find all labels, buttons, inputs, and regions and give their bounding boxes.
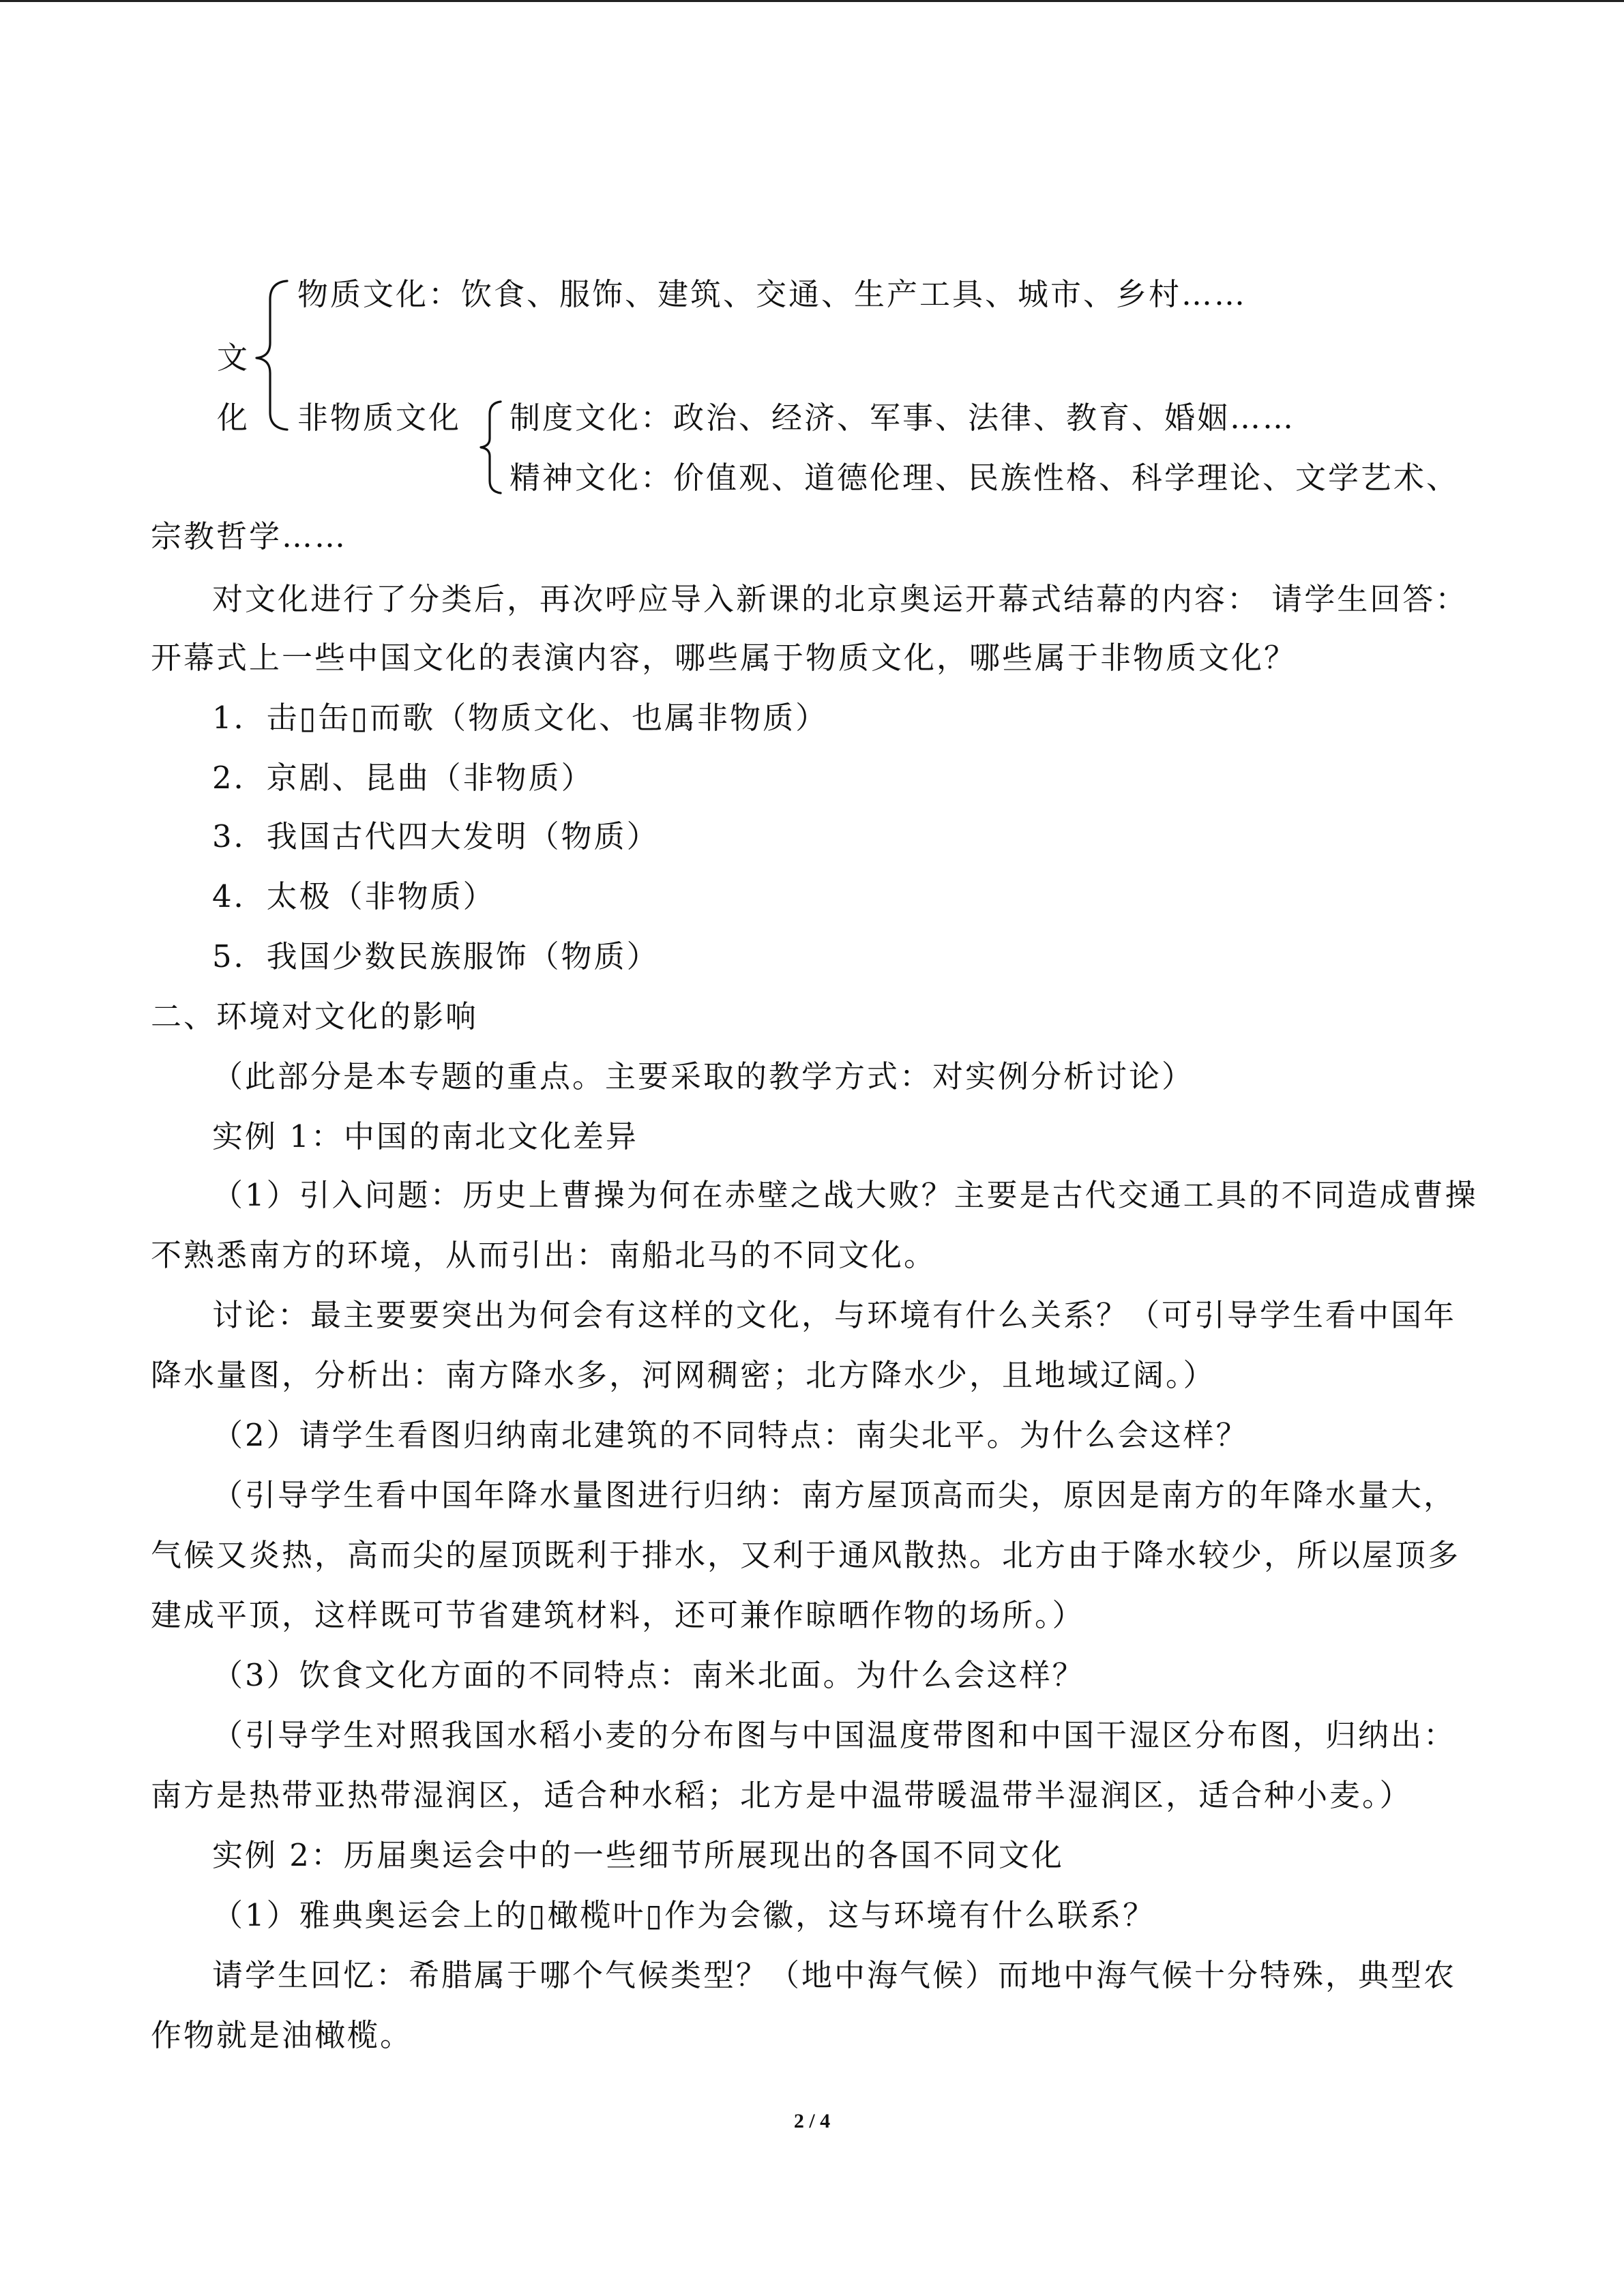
paragraph-line: 气候又炎热，高而尖的屋顶既利于排水，又利于通风散热。北方由于降水较少，所以屋顶多: [151, 1537, 1461, 1573]
paragraph-line: 不熟悉南方的环境，从而引出：南船北马的不同文化。: [151, 1237, 937, 1273]
list-item: 1．击▯缶▯而歌（物质文化、也属非物质）: [212, 700, 829, 736]
paragraph-line: 建成平顶，这样既可节省建筑材料，还可兼作晾晒作物的场所。）: [151, 1597, 1085, 1633]
paragraph-line: 讨论：最主要要突出为何会有这样的文化，与环境有什么关系？（可引导学生看中国年: [212, 1297, 1457, 1333]
paragraph-line: 降水量图，分析出：南方降水多，河网稠密；北方降水少，且地域辽阔。）: [151, 1357, 1216, 1393]
paragraph-line: （1）雅典奥运会上的▯橄榄叶▯作为会徽，这与环境有什么联系？: [212, 1897, 1156, 1933]
spiritual-culture-continuation: 宗教哲学……: [151, 518, 348, 554]
page-number: 2 / 4: [793, 2110, 831, 2132]
institutional-culture-line: 制度文化：政治、经济、军事、法律、教育、婚姻……: [510, 400, 1296, 436]
list-item: 2．京剧、昆曲（非物质）: [212, 760, 594, 796]
paragraph-line: 作物就是油橄榄。: [151, 2017, 413, 2053]
tree-root-bottom-char: 化: [217, 400, 250, 436]
paragraph-line: 请学生回忆：希腊属于哪个气候类型？（地中海气候）而地中海气候十分特殊，典型农: [212, 1957, 1457, 1993]
example-heading: 实例 2：历届奥运会中的一些细节所展现出的各国不同文化: [212, 1837, 1064, 1873]
list-item: 4．太极（非物质）: [212, 878, 496, 914]
paragraph-line: 对文化进行了分类后，再次呼应导入新课的北京奥运开幕式结幕的内容： 请学生回答：: [212, 581, 1468, 617]
spiritual-culture-line: 精神文化：价值观、道德伦理、民族性格、科学理论、文学艺术、: [510, 460, 1460, 496]
paragraph-line: （引导学生看中国年降水量图进行归纳：南方屋顶高而尖，原因是南方的年降水量大，: [212, 1477, 1457, 1513]
paragraph-line: （此部分是本专题的重点。主要采取的教学方式：对实例分析讨论）: [212, 1058, 1195, 1094]
list-item: 3．我国古代四大发明（物质）: [212, 818, 660, 854]
paragraph-line: （引导学生对照我国水稻小麦的分布图与中国温度带图和中国干湿区分布图，归纳出：: [212, 1717, 1457, 1753]
non-material-culture-label: 非物质文化: [297, 400, 462, 436]
paragraph-line: （3）饮食文化方面的不同特点：南米北面。为什么会这样？: [212, 1657, 1085, 1693]
tree-root-top-char: 文: [217, 340, 250, 376]
material-culture-line: 物质文化：饮食、服饰、建筑、交通、生产工具、城市、乡村……: [297, 276, 1247, 312]
paragraph-line: 南方是热带亚热带湿润区，适合种水稻；北方是中温带暖温带半湿润区，适合种小麦。）: [151, 1777, 1413, 1813]
paragraph-line: （1）引入问题：历史上曹操为何在赤壁之战大败？主要是古代交通工具的不同造成曹操: [212, 1177, 1478, 1213]
example-heading: 实例 1：中国的南北文化差异: [212, 1118, 638, 1154]
list-item: 5．我国少数民族服饰（物质）: [212, 938, 660, 974]
paragraph-line: （2）请学生看图归纳南北建筑的不同特点：南尖北平。为什么会这样？: [212, 1417, 1249, 1453]
paragraph-line: 开幕式上一些中国文化的表演内容，哪些属于物质文化，哪些属于非物质文化？: [151, 640, 1297, 676]
section-heading: 二、环境对文化的影响: [151, 998, 479, 1034]
